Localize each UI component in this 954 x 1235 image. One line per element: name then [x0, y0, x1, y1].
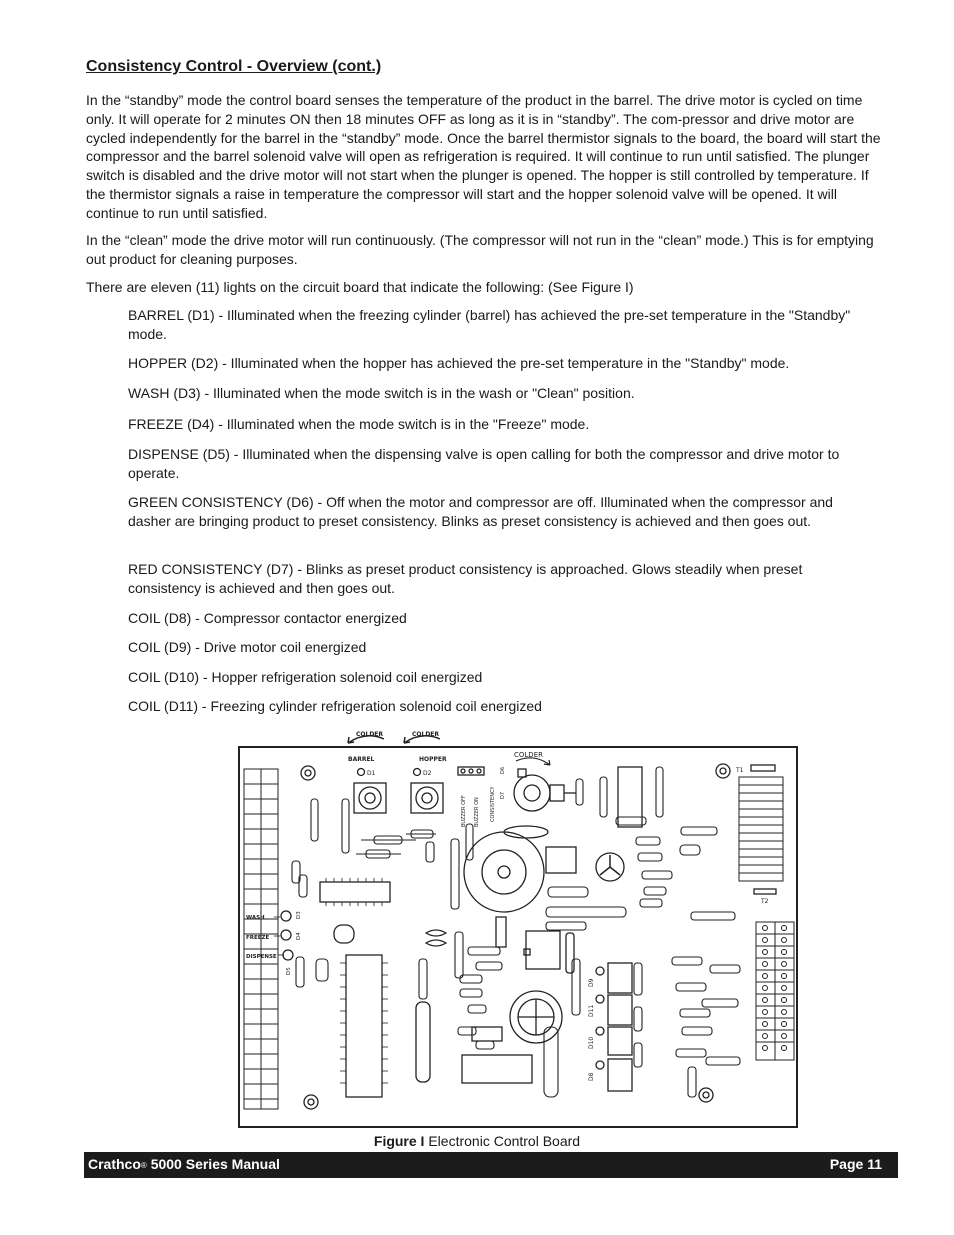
colder-label-2: COLDER [412, 731, 440, 738]
consistency-label: CONSISTENCY [490, 786, 496, 822]
light-item-hopper: HOPPER (D2) - Illuminated when the hopper has achieved the pre-set temperature in the "Standby" mode. [128, 355, 790, 371]
light-item-green-consistency: GREEN CONSISTENCY (D6) - Off when the motor and compressor are off. Illuminated when the compressor and dasher are bringing product to preset consistency. Blinks as preset consistency is achieved and then goes out. [128, 494, 833, 529]
light-item-barrel: BARREL (D1) - Illuminated when the freezing cylinder (barrel) has achieved the pre-set temperature in the "Standby" mode. [128, 307, 851, 342]
light-item-wash: WASH (D3) - Illuminated when the mode switch is in the wash or "Clean" position. [128, 385, 635, 401]
barrel-label: BARREL [348, 756, 375, 763]
t1-label: T1 [736, 767, 744, 774]
light-item-freeze: FREEZE (D4) - Illuminated when the mode switch is in the "Freeze" mode. [128, 416, 590, 432]
control-board-diagram [236, 727, 802, 1131]
figure-caption-label: Figure I [373, 1133, 425, 1149]
light-item-coil-d8: COIL (D8) - Compressor contactor energized [128, 610, 407, 626]
d9-label: D9 [588, 978, 595, 987]
d6-label: D6 [500, 766, 506, 774]
footer-manual: 5000 Series Manual [150, 1156, 280, 1172]
light-item-red-consistency: RED CONSISTENCY (D7) - Blinks as preset product consistency is approached. Glows steadily when preset consistency is achieved and then goes out. [128, 561, 803, 596]
light-item-dispense: DISPENSE (D5) - Illuminated when the dispensing valve is open calling for both the compressor and drive motor to operate. [128, 446, 840, 481]
dispense-label: DISPENSE [246, 954, 277, 960]
colder-label-1: COLDER [356, 731, 384, 738]
figure-caption-text: Electronic Control Board [428, 1133, 581, 1149]
d1-label: D1 [367, 770, 376, 777]
buzzer-on-label: BUZZER ON [474, 797, 480, 827]
registered-mark: ® [140, 1161, 147, 1170]
freeze-label: FREEZE [246, 935, 270, 941]
t2-label: T2 [761, 898, 769, 905]
page-number: Page 11 [829, 1156, 882, 1172]
d10-label: D10 [588, 1036, 595, 1049]
light-item-coil-d10: COIL (D10) - Hopper refrigeration solenoid coil energized [128, 669, 483, 685]
footer-brand: Crathco [88, 1156, 141, 1172]
buzzer-off-label: BUZZER OFF [461, 795, 467, 827]
wash-label: WASH [246, 915, 265, 921]
clean-paragraph: In the “clean” mode the drive motor will run continuously. (The compressor will not run in the “clean” mode.) This is for emptying out product for cleaning purposes. [86, 232, 874, 267]
d2-label: D2 [423, 770, 432, 777]
light-item-coil-d9: COIL (D9) - Drive motor coil energized [128, 639, 367, 655]
footer-bar [84, 1152, 898, 1178]
d3-label: D3 [296, 911, 302, 919]
colder-label-3: COLDER [514, 751, 543, 759]
d11-label: D11 [588, 1004, 595, 1017]
hopper-label: HOPPER [419, 756, 447, 763]
d4-label: D4 [296, 932, 302, 940]
standby-paragraph: In the “standby” mode the control board senses the temperature of the product in the barrel. The drive motor is cycled on time only. It will operate for 2 minutes ON then 18 minutes OFF as long as it is in “standby”. The com-pressor and drive motor are cycled independently for the barrel in the “standby” mode. Once the barrel thermistor signals to the board, the board will start the compressor and the barrel solenoid valve will open as refrigeration is required. It will continue to run until satisfied. The plunger switch is disabled and the drive motor will not start when the plunger is opened. The hopper is still controlled by temperature. If the thermistor signals a raise in temperature the compressor will start and the hopper solenoid valve will be opened. It will continue to run until satisfied. [86, 92, 881, 221]
light-item-coil-d11: COIL (D11) - Freezing cylinder refrigeration solenoid coil energized [128, 698, 542, 714]
footer-manual-title [88, 1156, 280, 1172]
d8-label: D8 [588, 1072, 595, 1081]
control-board-figure [236, 727, 802, 1131]
d7-label: D7 [500, 791, 506, 799]
lights-intro-paragraph: There are eleven (11) lights on the circuit board that indicate the following: (See Figure I) [86, 279, 634, 295]
figure-caption [0, 1133, 954, 1149]
d5-label: D5 [286, 967, 292, 975]
page-title: Consistency Control - Overview (cont.) [86, 58, 382, 75]
